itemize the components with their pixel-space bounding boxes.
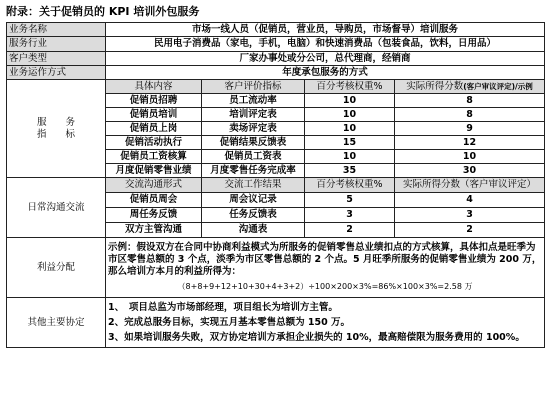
operation-value: 年度承包服务的方式 (106, 66, 545, 80)
communication-score: 3 (395, 208, 545, 223)
service-score: 8 (395, 108, 545, 122)
service-weight: 10 (305, 150, 395, 164)
service-metric: 月度零售任务完成率 (202, 164, 305, 178)
agreement-item: 1、 项目总监为市场部经理，项目组长为培训方主管。 (108, 302, 338, 313)
service-weight: 10 (305, 122, 395, 136)
communication-form: 周任务反馈 (106, 208, 202, 223)
service-score: 10 (395, 150, 545, 164)
profit-cell (106, 238, 545, 298)
profit-label: 利益分配 (7, 238, 106, 298)
agreements-label: 其他主要协定 (7, 298, 106, 348)
communication-form: 促销员周会 (106, 193, 202, 208)
communication-header-score: 实际所得分数（客户审议评定） (395, 178, 545, 193)
communication-score: 4 (395, 193, 545, 208)
service-score: 30 (395, 164, 545, 178)
business-name-value: 市场一线人员（促销员，营业员，导购员，市场督导）培训服务 (106, 23, 545, 37)
service-content: 促销活动执行 (106, 136, 202, 150)
service-indicators-label (7, 80, 106, 178)
industry-label: 服务行业 (7, 37, 106, 52)
service-metric: 促销结果反馈表 (202, 136, 305, 150)
service-header-score-main: 实际所得分数 (406, 80, 464, 92)
service-content: 促销员工资核算 (106, 150, 202, 164)
communication-weight: 3 (305, 208, 395, 223)
communication-label: 日常沟通交流 (7, 178, 106, 238)
service-header-score-note: (客户审议评定)/示例 (463, 81, 533, 91)
service-header-weight: 百分考核权重% (305, 80, 395, 94)
agreement-item: 3、如果培训服务失败，双方协定培训方承担企业损失的 10%，最高赔偿限为服务费用的 100%。 (108, 332, 525, 343)
communication-header-weight: 百分考核权重% (305, 178, 395, 193)
agreement-item: 2、完成总服务目标，实现五月基本零售总额为 150 万。 (108, 317, 351, 328)
service-header-metric: 客户评价指标 (202, 80, 305, 94)
business-name-label: 业务名称 (7, 23, 106, 37)
communication-result: 沟通表 (202, 223, 305, 238)
service-score: 9 (395, 122, 545, 136)
service-content: 促销员上岗 (106, 122, 202, 136)
service-metric: 员工流动率 (202, 94, 305, 108)
service-weight: 15 (305, 136, 395, 150)
communication-weight: 5 (305, 193, 395, 208)
service-content: 月度促销零售业绩 (106, 164, 202, 178)
service-weight: 10 (305, 108, 395, 122)
service-label-line2: 指 标 (36, 128, 75, 140)
industry-value: 民用电子消费品（家电，手机，电脑）和快速消费品（包装食品，饮料，日用品） (106, 37, 545, 52)
agreements-cell (106, 298, 545, 348)
page-title: 附录：关于促销员的 KPI 培训外包服务 (6, 5, 200, 18)
communication-form: 双方主管沟通 (106, 223, 202, 238)
service-metric: 培训评定表 (202, 108, 305, 122)
communication-header-result: 交流工作结果 (202, 178, 305, 193)
service-metric: 卖场评定表 (202, 122, 305, 136)
communication-weight: 2 (305, 223, 395, 238)
service-content: 促销员培训 (106, 108, 202, 122)
communication-result: 周会议记录 (202, 193, 305, 208)
service-weight: 10 (305, 94, 395, 108)
profit-formula: （8+8+9+12+10+30+4+3+2）÷100×200×3%=86%×100×3%=2.58 万 (177, 282, 473, 291)
service-score: 12 (395, 136, 545, 150)
communication-result: 任务反馈表 (202, 208, 305, 223)
kpi-outsourcing-table (6, 22, 545, 348)
service-label-line1: 服 务 (36, 116, 75, 128)
communication-header-form: 交流沟通形式 (106, 178, 202, 193)
service-header-content: 具体内容 (106, 80, 202, 94)
communication-score: 2 (395, 223, 545, 238)
customer-type-value: 厂家办事处或分公司，总代理商，经销商 (106, 52, 545, 66)
service-header-score (395, 80, 545, 94)
operation-label: 业务运作方式 (7, 66, 106, 80)
customer-type-label: 客户类型 (7, 52, 106, 66)
profit-example-text: 示例：假设双方在合同中协商利益模式为所服务的促销零售总业绩扣点的方式核算，具体扣点是旺季为市区零售总额的 3 个点，淡季为市区零售总额的 2 个点。5 月旺季所服务的促销零售业绩为 200 万，那么培训方本月的利益所得为： (108, 242, 542, 277)
service-score: 8 (395, 94, 545, 108)
service-content: 促销员招聘 (106, 94, 202, 108)
service-weight: 35 (305, 164, 395, 178)
service-metric: 促销员工资表 (202, 150, 305, 164)
